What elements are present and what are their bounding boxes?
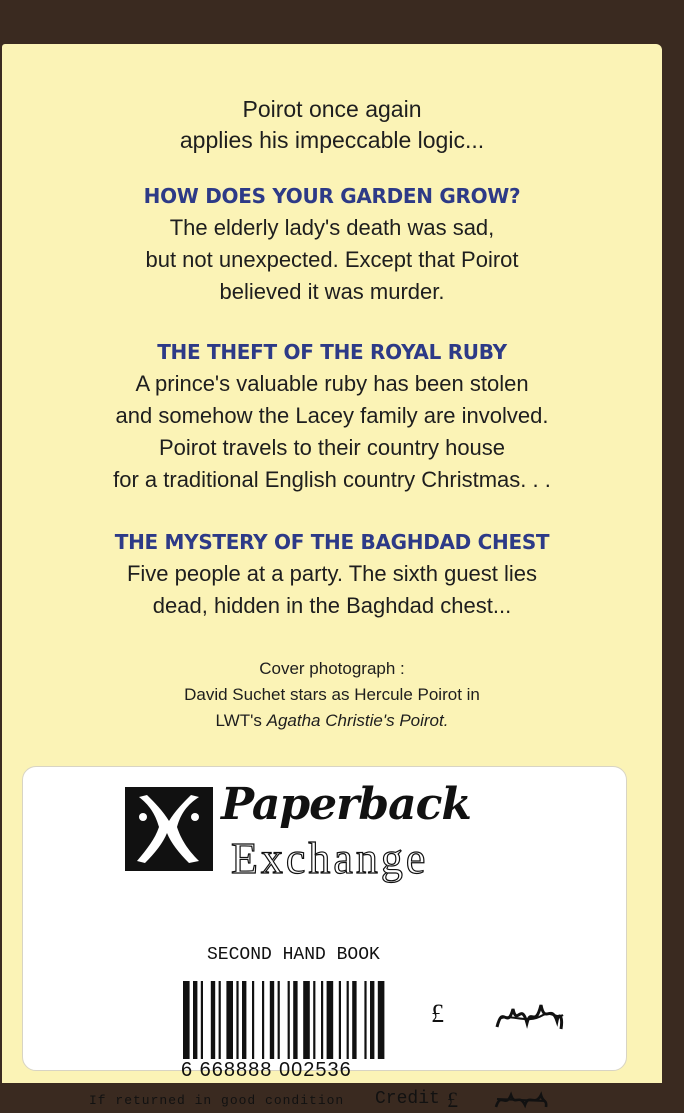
- price-sticker: [22, 766, 627, 1112]
- story-heading: HOW DOES YOUR GARDEN GROW?: [143, 184, 521, 208]
- return-condition-note: If returned in good condition: [89, 1093, 345, 1108]
- story-line: The elderly lady's death was sad,: [169, 215, 495, 240]
- price-pound-sign: £: [431, 999, 444, 1028]
- second-hand-label: SECOND HAND BOOK: [207, 945, 380, 965]
- story-line: for a traditional English country Christmas. . .: [113, 467, 551, 492]
- story-baghdad-chest: [2, 530, 662, 622]
- story-heading: THE MYSTERY OF THE BAGHDAD CHEST: [114, 530, 550, 554]
- handwritten-credit-scribble-icon: [493, 1087, 549, 1113]
- story-garden: [2, 184, 662, 308]
- brand-exchange: Exchange: [231, 834, 429, 883]
- barcode-number: 6 668888 002536: [181, 1059, 352, 1081]
- story-heading: THE THEFT OF THE ROYAL RUBY: [157, 340, 507, 364]
- handwritten-price-scribble-icon: [493, 997, 565, 1035]
- credit-pound-sign: £: [447, 1087, 458, 1112]
- story-line: Five people at a party. The sixth guest lies: [126, 561, 538, 586]
- brand-paperback: Paperback: [221, 779, 471, 830]
- show-title: Agatha Christie's Poirot.: [266, 711, 449, 730]
- book-back-cover: [2, 44, 662, 1112]
- credit-line: David Suchet stars as Hercule Poirot in: [184, 685, 480, 704]
- story-line: and somehow the Lacey family are involved.: [115, 403, 549, 428]
- story-line: A prince's valuable ruby has been stolen: [135, 371, 529, 396]
- story-line: believed it was murder.: [219, 279, 445, 304]
- credit-line: Cover photograph :: [259, 659, 405, 678]
- intro-line: applies his impeccable logic...: [179, 127, 485, 153]
- intro-line: Poirot once again: [242, 96, 422, 122]
- story-line: Poirot travels to their country house: [158, 435, 506, 460]
- paperback-exchange-logo-icon: [125, 787, 213, 871]
- credit-prefix: LWT's: [215, 711, 267, 730]
- barcode: [183, 981, 409, 1059]
- credit-line: [2, 708, 662, 734]
- cover-credits: [2, 656, 662, 734]
- story-royal-ruby: [2, 340, 662, 496]
- credit-label: Credit: [375, 1089, 440, 1109]
- story-line: dead, hidden in the Baghdad chest...: [152, 593, 512, 618]
- intro-blurb: [2, 94, 662, 156]
- story-line: but not unexpected. Except that Poirot: [145, 247, 519, 272]
